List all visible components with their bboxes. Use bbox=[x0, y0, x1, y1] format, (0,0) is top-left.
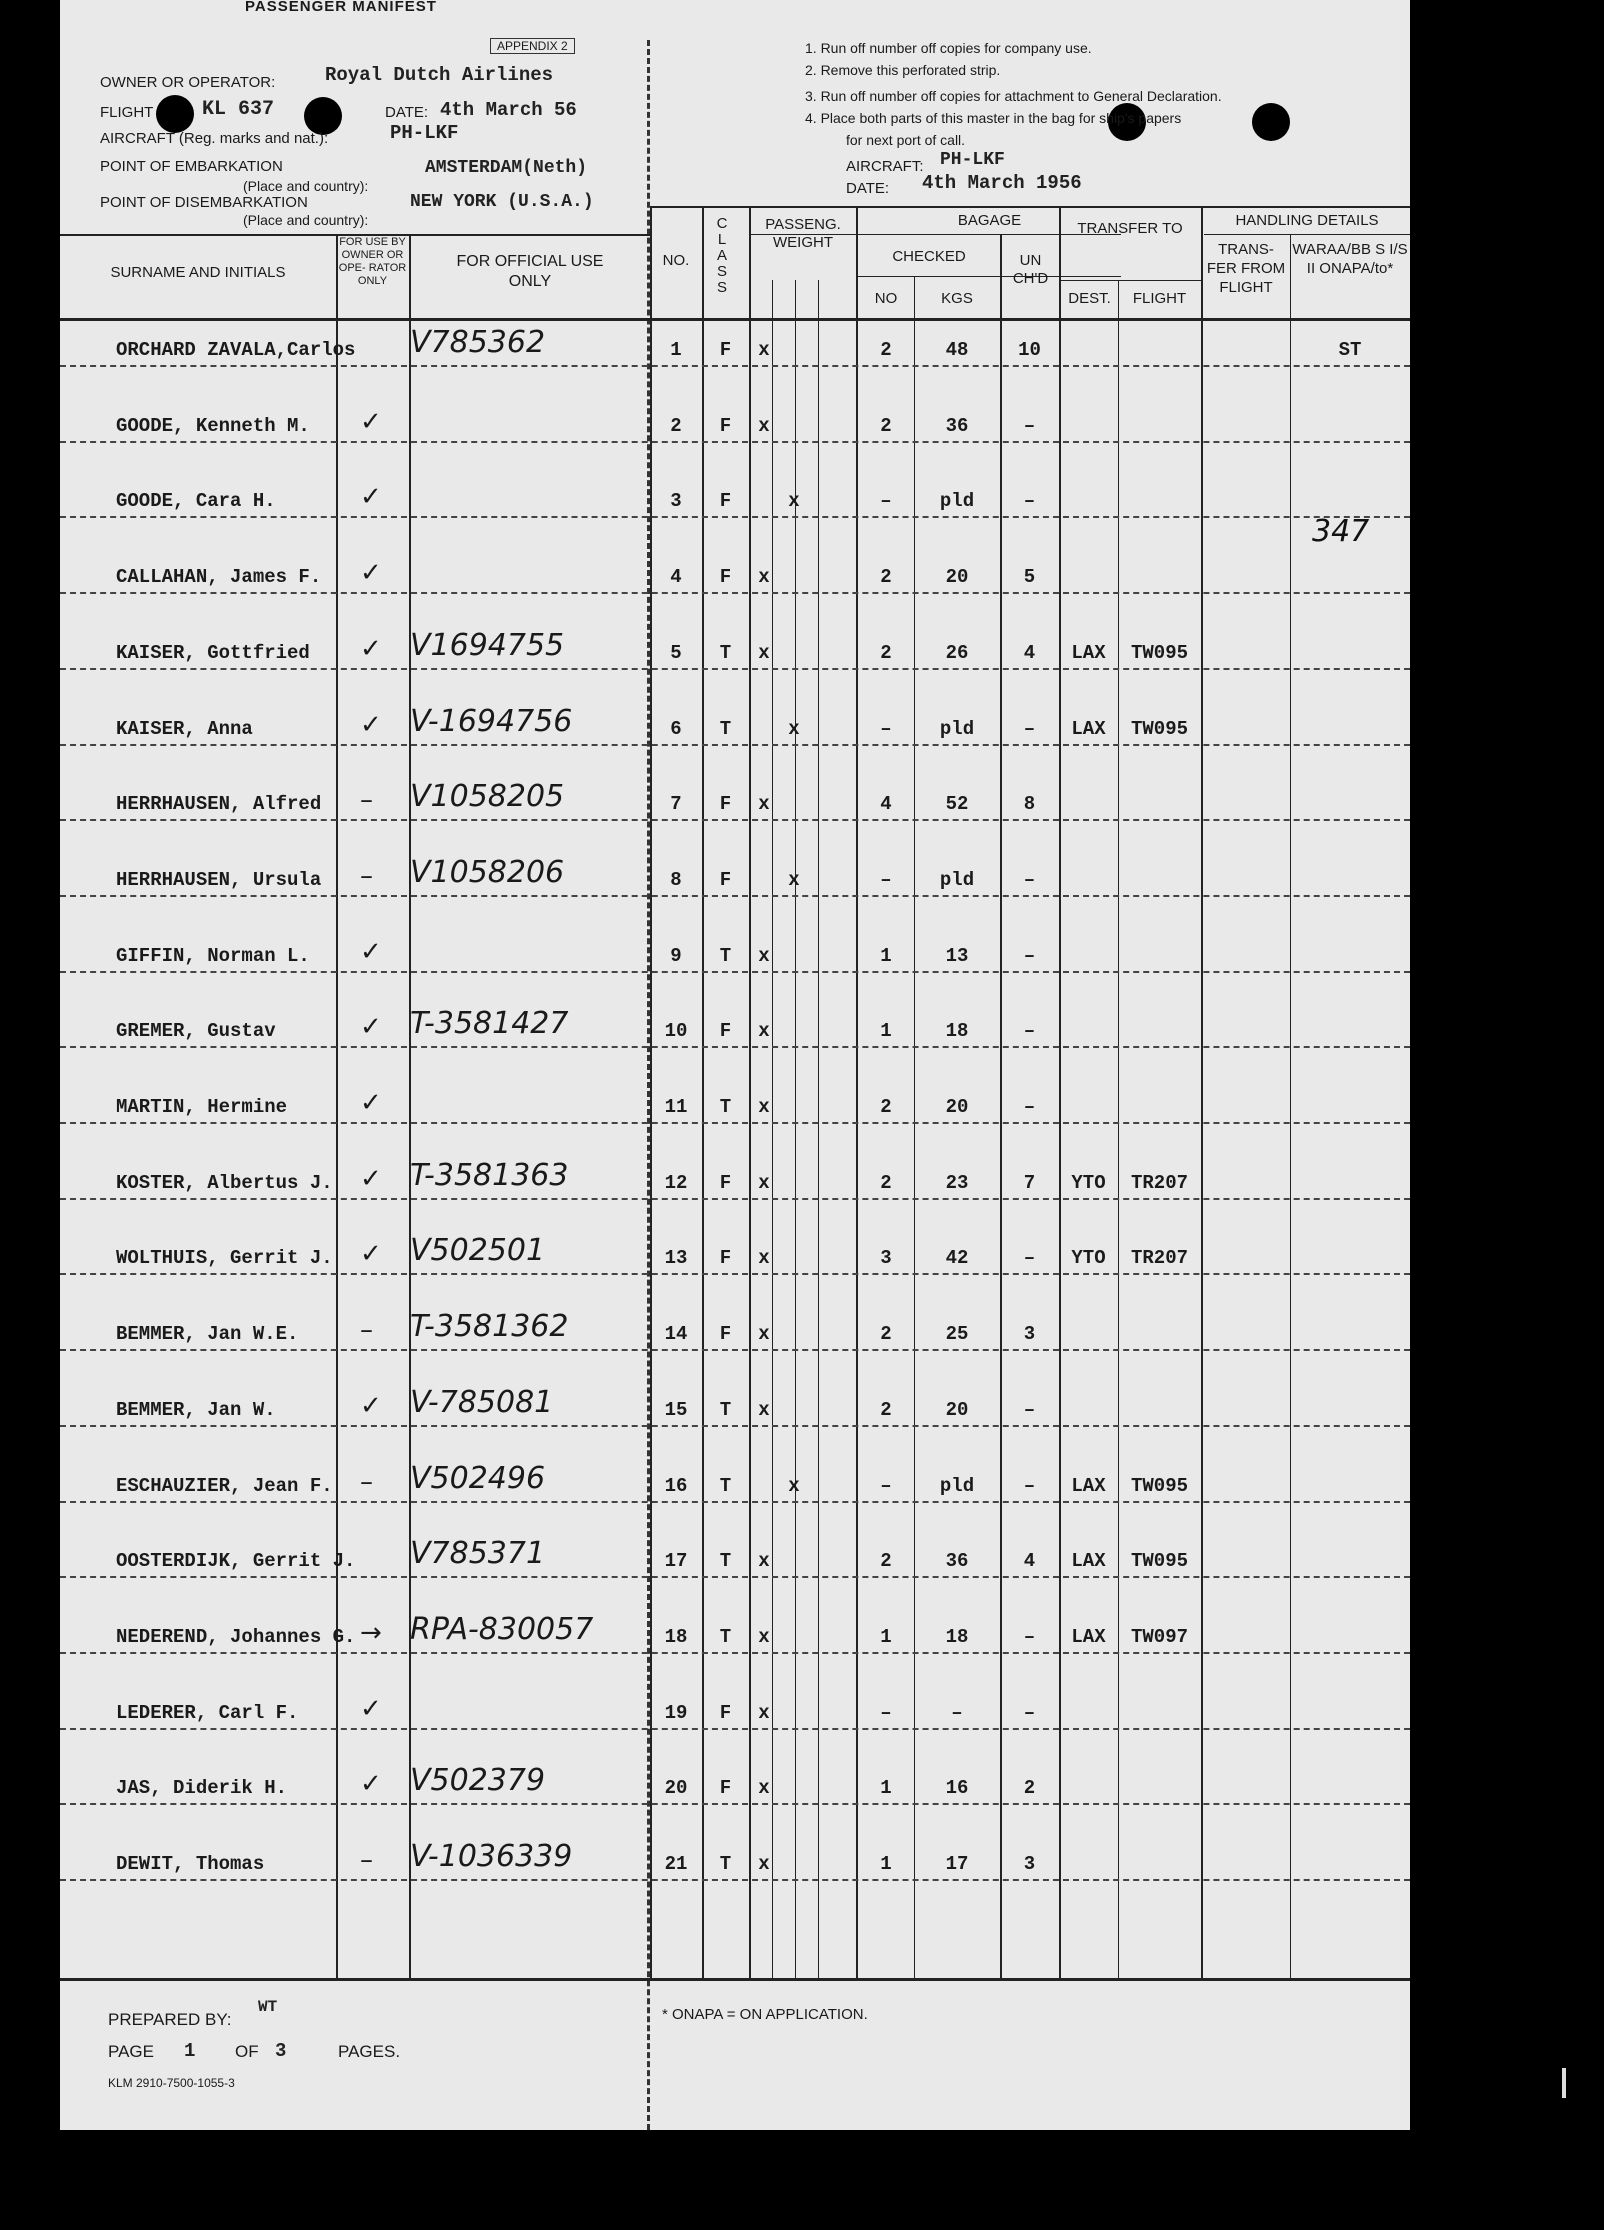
row-unchecked: – bbox=[1023, 1626, 1036, 1648]
margin-note: 347 bbox=[1312, 514, 1370, 549]
document-number: V502496 bbox=[410, 1461, 546, 1496]
row-unchecked: 4 bbox=[1023, 1550, 1036, 1572]
row-class: F bbox=[719, 1777, 732, 1799]
row-weight-mark: x bbox=[758, 1399, 770, 1421]
tick-mark: ✓ bbox=[360, 1012, 382, 1042]
embark-sub: (Place and country): bbox=[243, 178, 369, 194]
row-class: F bbox=[719, 415, 732, 437]
row-separator bbox=[60, 971, 1410, 973]
row-checked-kgs: 26 bbox=[945, 642, 969, 664]
row-class: T bbox=[719, 642, 732, 664]
row-number: 14 bbox=[664, 1323, 688, 1345]
row-class: T bbox=[719, 945, 732, 967]
row-transfer-flight: TW097 bbox=[1130, 1626, 1188, 1648]
row-checked-kgs: 20 bbox=[945, 566, 969, 588]
row-unchecked: – bbox=[1023, 1020, 1036, 1042]
tick-mark: ✓ bbox=[360, 558, 382, 588]
row-unchecked: 2 bbox=[1023, 1777, 1036, 1799]
row-unchecked: – bbox=[1023, 1475, 1036, 1497]
row-unchecked: – bbox=[1023, 869, 1036, 891]
row-weight-mark: x bbox=[758, 566, 770, 588]
tick-mark: ✓ bbox=[360, 1769, 382, 1799]
document-number: V-785081 bbox=[410, 1385, 554, 1420]
row-weight-mark: x bbox=[758, 1020, 770, 1042]
row-class: T bbox=[719, 1550, 732, 1572]
row-checked-no: 2 bbox=[880, 1096, 892, 1118]
row-weight-mark: x bbox=[758, 1096, 770, 1118]
row-checked-kgs: 23 bbox=[945, 1172, 969, 1194]
row-separator bbox=[60, 895, 1410, 897]
of-value: 3 bbox=[275, 2040, 287, 2062]
row-number: 2 bbox=[670, 415, 682, 437]
tick-mark: ✓ bbox=[360, 482, 382, 512]
row-unchecked: 10 bbox=[1018, 339, 1041, 361]
col-header-transfer: TRANSFER TO bbox=[1077, 220, 1183, 237]
row-number: 6 bbox=[670, 718, 682, 740]
pages-label: PAGES. bbox=[338, 2042, 401, 2061]
instruction-3: 3. Run off number off copies for attachment to General Declaration. bbox=[805, 88, 1222, 104]
row-number: 7 bbox=[670, 793, 682, 815]
row-weight-mark: x bbox=[788, 718, 800, 740]
row-class: F bbox=[719, 1702, 732, 1724]
row-number: 20 bbox=[664, 1777, 688, 1799]
row-unchecked: 7 bbox=[1023, 1172, 1036, 1194]
row-separator bbox=[60, 516, 1410, 518]
form-title: PASSENGER MANIFEST bbox=[245, 0, 437, 15]
row-separator bbox=[60, 1349, 1410, 1351]
row-checked-no: – bbox=[880, 718, 892, 740]
col-header-owner-use: FOR USE BY OWNER OR OPE- RATOR ONLY bbox=[338, 236, 407, 287]
row-checked-kgs: 18 bbox=[945, 1020, 969, 1042]
instruction-4-cont: for next port of call. bbox=[846, 132, 966, 148]
passenger-name: KOSTER, Albertus J. bbox=[116, 1172, 333, 1194]
prepared-label: PREPARED BY: bbox=[108, 2010, 232, 2029]
row-class: F bbox=[719, 1172, 732, 1194]
aircraft-value: PH-LKF bbox=[390, 122, 459, 144]
passenger-name: GIFFIN, Norman L. bbox=[116, 945, 310, 967]
appendix-label: APPENDIX 2 bbox=[490, 38, 575, 54]
row-dest: LAX bbox=[1071, 1626, 1106, 1648]
row-separator bbox=[60, 1501, 1410, 1503]
col-header-checked: CHECKED bbox=[892, 248, 966, 265]
row-separator bbox=[60, 1576, 1410, 1578]
row-number: 15 bbox=[664, 1399, 688, 1421]
row-separator bbox=[60, 1425, 1410, 1427]
document-number: T-3581363 bbox=[410, 1158, 569, 1193]
col-header-surname: SURNAME AND INITIALS bbox=[110, 264, 286, 281]
col-line bbox=[795, 280, 796, 1978]
owner-value: Royal Dutch Airlines bbox=[325, 64, 554, 86]
tick-mark: ✓ bbox=[360, 1239, 382, 1269]
row-class: T bbox=[719, 1399, 732, 1421]
row-unchecked: – bbox=[1023, 490, 1036, 512]
tick-mark: ✓ bbox=[360, 407, 382, 437]
punch-hole bbox=[1252, 103, 1290, 141]
col-header-dest: DEST. bbox=[1068, 290, 1111, 307]
row-weight-mark: x bbox=[758, 1853, 770, 1875]
row-separator bbox=[60, 1198, 1410, 1200]
document-number: RPA-830057 bbox=[410, 1612, 594, 1647]
onapa-note: * ONAPA = ON APPLICATION. bbox=[662, 2006, 868, 2023]
row-number: 13 bbox=[664, 1247, 688, 1269]
row-class: T bbox=[719, 1626, 732, 1648]
col-header-checked-kgs: KGS bbox=[941, 290, 973, 307]
tick-mark: ✓ bbox=[360, 1391, 382, 1421]
instr-aircraft-label: AIRCRAFT: bbox=[846, 158, 924, 175]
row-class: F bbox=[719, 1247, 732, 1269]
row-unchecked: 3 bbox=[1023, 1323, 1036, 1345]
row-weight-mark: x bbox=[788, 1475, 800, 1497]
row-number: 16 bbox=[664, 1475, 688, 1497]
row-weight-mark: x bbox=[758, 1323, 770, 1345]
row-number: 12 bbox=[664, 1172, 688, 1194]
tick-mark: ✓ bbox=[360, 937, 382, 967]
row-class: F bbox=[719, 566, 732, 588]
col-line bbox=[1059, 206, 1061, 1978]
passenger-name: GREMER, Gustav bbox=[116, 1020, 276, 1042]
row-unchecked: – bbox=[1023, 718, 1036, 740]
col-line bbox=[1290, 234, 1291, 1978]
passenger-name: JAS, Diderik H. bbox=[116, 1777, 288, 1799]
document-number: V-1036339 bbox=[410, 1839, 573, 1874]
row-class: T bbox=[719, 1096, 732, 1118]
row-checked-no: 1 bbox=[880, 1020, 892, 1042]
row-separator bbox=[60, 668, 1410, 670]
col-header-flight: FLIGHT bbox=[1132, 290, 1187, 307]
col-line bbox=[336, 234, 338, 1978]
document-number: V1058205 bbox=[410, 779, 565, 814]
passenger-name: BEMMER, Jan W. bbox=[116, 1399, 276, 1421]
col-line bbox=[1118, 280, 1119, 1978]
row-separator bbox=[60, 1122, 1410, 1124]
row-number: 1 bbox=[670, 339, 682, 361]
aircraft-label: AIRCRAFT (Reg. marks and nat.): bbox=[100, 130, 329, 147]
tick-mark: – bbox=[360, 1467, 373, 1497]
header-top-rule bbox=[650, 206, 1410, 208]
row-checked-no: 2 bbox=[880, 1323, 892, 1345]
passenger-name: ORCHARD ZAVALA,Carlos bbox=[116, 339, 356, 361]
passenger-name: NEDEREND, Johannes G. bbox=[116, 1626, 356, 1648]
page-value: 1 bbox=[184, 2040, 196, 2062]
row-weight-mark: x bbox=[758, 1172, 770, 1194]
embark-value: AMSTERDAM(Neth) bbox=[425, 158, 588, 178]
row-separator bbox=[60, 1652, 1410, 1654]
row-separator bbox=[60, 1728, 1410, 1730]
row-separator bbox=[60, 1046, 1410, 1048]
row-number: 5 bbox=[670, 642, 682, 664]
tick-mark: ✓ bbox=[360, 1164, 382, 1194]
row-separator bbox=[60, 744, 1410, 746]
punch-hole bbox=[156, 95, 194, 133]
row-checked-kgs: 20 bbox=[945, 1096, 969, 1118]
flight-value: KL 637 bbox=[202, 98, 275, 121]
row-handling: ST bbox=[1338, 339, 1362, 361]
row-class: F bbox=[719, 869, 732, 891]
row-weight-mark: x bbox=[758, 1247, 770, 1269]
row-number: 19 bbox=[664, 1702, 688, 1724]
col-line bbox=[749, 206, 751, 1978]
row-weight-mark: x bbox=[758, 415, 770, 437]
col-header-checked-no: NO bbox=[874, 290, 898, 307]
row-number: 11 bbox=[664, 1096, 688, 1118]
row-number: 3 bbox=[670, 490, 682, 512]
instruction-1: 1. Run off number off copies for company use. bbox=[805, 40, 1092, 56]
scan-edge-mark bbox=[1562, 2068, 1566, 2098]
row-separator bbox=[60, 1803, 1410, 1805]
instr-aircraft-value: PH-LKF bbox=[940, 150, 1005, 170]
tick-mark: ✓ bbox=[360, 1694, 382, 1724]
col-line bbox=[1201, 206, 1203, 1978]
tick-mark: – bbox=[360, 861, 373, 891]
row-checked-no: – bbox=[880, 1702, 892, 1724]
row-unchecked: 3 bbox=[1023, 1853, 1036, 1875]
row-checked-kgs: 36 bbox=[945, 415, 969, 437]
col-header-waraa: WARAA/BB S I/S II ONAPA/to* bbox=[1292, 241, 1408, 277]
embark-label: POINT OF EMBARKATION bbox=[100, 158, 283, 175]
date-value: 4th March 56 bbox=[440, 99, 577, 121]
row-class: F bbox=[719, 793, 732, 815]
row-dest: LAX bbox=[1071, 642, 1106, 664]
row-class: T bbox=[719, 1853, 732, 1875]
row-transfer-flight: TW095 bbox=[1130, 1550, 1188, 1572]
row-transfer-flight: TW095 bbox=[1130, 718, 1188, 740]
row-checked-kgs: 48 bbox=[945, 339, 969, 361]
row-number: 9 bbox=[670, 945, 682, 967]
subheader-rule bbox=[1061, 280, 1201, 281]
row-class: F bbox=[719, 339, 732, 361]
row-dest: LAX bbox=[1071, 718, 1106, 740]
row-checked-no: 3 bbox=[880, 1247, 892, 1269]
header-bottom-rule bbox=[60, 318, 1410, 321]
passenger-name: ESCHAUZIER, Jean F. bbox=[116, 1475, 333, 1497]
document-number: V1058206 bbox=[410, 855, 565, 890]
document-number: V1694755 bbox=[410, 628, 565, 663]
row-checked-no: 2 bbox=[880, 1550, 892, 1572]
passenger-name: HERRHAUSEN, Alfred bbox=[116, 793, 322, 815]
col-header-handling: HANDLING DETAILS bbox=[1235, 212, 1379, 229]
row-transfer-flight: TW095 bbox=[1130, 1475, 1188, 1497]
row-checked-kgs: pld bbox=[939, 869, 975, 891]
page-label: PAGE bbox=[108, 2042, 154, 2061]
row-checked-no: 1 bbox=[880, 945, 892, 967]
row-checked-no: 2 bbox=[880, 339, 892, 361]
tick-mark: ✓ bbox=[360, 1088, 382, 1118]
row-checked-no: 4 bbox=[880, 793, 892, 815]
passenger-name: CALLAHAN, James F. bbox=[116, 566, 322, 588]
passenger-name: KAISER, Anna bbox=[116, 718, 253, 740]
passenger-name: OOSTERDIJK, Gerrit J. bbox=[116, 1550, 356, 1572]
row-separator bbox=[60, 365, 1410, 367]
row-number: 18 bbox=[664, 1626, 688, 1648]
row-class: T bbox=[719, 718, 732, 740]
row-unchecked: 8 bbox=[1023, 793, 1036, 815]
row-separator bbox=[60, 1879, 1410, 1881]
col-header-weight: PASSENG. WEIGHT bbox=[765, 216, 841, 251]
row-checked-kgs: 20 bbox=[945, 1399, 969, 1421]
row-class: F bbox=[719, 490, 732, 512]
document-number: V-1694756 bbox=[410, 704, 573, 739]
row-unchecked: – bbox=[1023, 415, 1036, 437]
row-dest: LAX bbox=[1071, 1475, 1106, 1497]
passenger-name: KAISER, Gottfried bbox=[116, 642, 310, 664]
passenger-name: DEWIT, Thomas bbox=[116, 1853, 265, 1875]
row-weight-mark: x bbox=[788, 490, 800, 512]
row-separator bbox=[60, 592, 1410, 594]
row-checked-kgs: 16 bbox=[945, 1777, 969, 1799]
row-checked-kgs: – bbox=[951, 1702, 963, 1724]
row-checked-kgs: pld bbox=[939, 1475, 975, 1497]
row-separator bbox=[60, 819, 1410, 821]
row-number: 10 bbox=[664, 1020, 688, 1042]
tick-mark: – bbox=[360, 785, 373, 815]
subheader-rule bbox=[1204, 234, 1410, 235]
passenger-name: LEDERER, Carl F. bbox=[116, 1702, 299, 1724]
row-dest: LAX bbox=[1071, 1550, 1106, 1572]
passenger-name: GOODE, Cara H. bbox=[116, 490, 276, 512]
col-line bbox=[409, 234, 411, 1978]
passenger-name: WOLTHUIS, Gerrit J. bbox=[116, 1247, 333, 1269]
row-checked-no: 2 bbox=[880, 1172, 892, 1194]
document-number: V785371 bbox=[410, 1536, 546, 1571]
row-class: F bbox=[719, 1323, 732, 1345]
passenger-name: HERRHAUSEN, Ursula bbox=[116, 869, 322, 891]
tick-mark: – bbox=[360, 1315, 373, 1345]
row-checked-no: 2 bbox=[880, 1399, 892, 1421]
row-unchecked: – bbox=[1023, 945, 1036, 967]
tick-mark: ✓ bbox=[360, 634, 382, 664]
row-weight-mark: x bbox=[788, 869, 800, 891]
tick-mark: – bbox=[360, 1845, 373, 1875]
instruction-4: 4. Place both parts of this master in the bag for ship's papers bbox=[805, 110, 1182, 126]
row-checked-kgs: 25 bbox=[945, 1323, 969, 1345]
col-header-class: CLASS bbox=[716, 215, 728, 296]
document-number: V785362 bbox=[410, 325, 546, 360]
row-checked-kgs: pld bbox=[939, 490, 975, 512]
row-checked-no: 2 bbox=[880, 642, 892, 664]
manifest-sheet bbox=[60, 0, 1410, 2130]
row-weight-mark: x bbox=[758, 1777, 770, 1799]
row-checked-kgs: 36 bbox=[945, 1550, 969, 1572]
col-header-bagage: BAGAGE bbox=[957, 212, 1022, 229]
col-header-transfer-from: TRANS- FER FROM FLIGHT bbox=[1206, 241, 1286, 296]
row-checked-no: 1 bbox=[880, 1777, 892, 1799]
row-unchecked: 4 bbox=[1023, 642, 1036, 664]
row-checked-no: 1 bbox=[880, 1853, 892, 1875]
row-unchecked: – bbox=[1023, 1399, 1036, 1421]
row-weight-mark: x bbox=[758, 1550, 770, 1572]
subheader-rule bbox=[858, 276, 1121, 277]
instruction-2: 2. Remove this perforated strip. bbox=[805, 62, 1001, 78]
row-checked-kgs: 17 bbox=[945, 1853, 969, 1875]
form-number: KLM 2910-7500-1055-3 bbox=[108, 2076, 235, 2090]
of-label: OF bbox=[235, 2042, 259, 2061]
tick-mark: ✓ bbox=[360, 710, 382, 740]
row-weight-mark: x bbox=[758, 793, 770, 815]
col-header-unchd: UN CH'D bbox=[1012, 252, 1049, 287]
row-number: 21 bbox=[664, 1853, 688, 1875]
row-checked-kgs: pld bbox=[939, 718, 975, 740]
row-checked-kgs: 52 bbox=[945, 793, 969, 815]
owner-label: OWNER OR OPERATOR: bbox=[100, 74, 276, 91]
date-label: DATE: bbox=[385, 104, 429, 121]
row-weight-mark: x bbox=[758, 1626, 770, 1648]
row-checked-kgs: 42 bbox=[945, 1247, 969, 1269]
row-checked-no: 2 bbox=[880, 415, 892, 437]
row-number: 8 bbox=[670, 869, 682, 891]
row-transfer-flight: TW095 bbox=[1130, 642, 1188, 664]
passenger-name: MARTIN, Hermine bbox=[116, 1096, 288, 1118]
row-checked-kgs: 13 bbox=[945, 945, 969, 967]
row-unchecked: – bbox=[1023, 1702, 1036, 1724]
flight-label: FLIGHT bbox=[100, 104, 154, 121]
row-dest: YTO bbox=[1071, 1247, 1106, 1269]
row-weight-mark: x bbox=[758, 339, 770, 361]
row-checked-no: 1 bbox=[880, 1626, 892, 1648]
col-header-no: NO. bbox=[662, 252, 690, 269]
row-number: 4 bbox=[670, 566, 682, 588]
disembark-value: NEW YORK (U.S.A.) bbox=[410, 192, 594, 212]
row-class: T bbox=[719, 1475, 732, 1497]
row-transfer-flight: TR207 bbox=[1130, 1247, 1188, 1269]
row-separator bbox=[60, 1273, 1410, 1275]
row-unchecked: – bbox=[1023, 1247, 1036, 1269]
row-number: 17 bbox=[664, 1550, 688, 1572]
document-number: T-3581427 bbox=[410, 1006, 569, 1041]
row-checked-no: – bbox=[880, 490, 892, 512]
row-unchecked: – bbox=[1023, 1096, 1036, 1118]
row-checked-no: 2 bbox=[880, 566, 892, 588]
row-checked-kgs: 18 bbox=[945, 1626, 969, 1648]
table-bottom-rule bbox=[60, 1978, 1410, 1981]
row-separator bbox=[60, 441, 1410, 443]
row-weight-mark: x bbox=[758, 642, 770, 664]
instr-date-value: 4th March 1956 bbox=[922, 172, 1082, 194]
prepared-value: WT bbox=[258, 1998, 278, 2016]
row-weight-mark: x bbox=[758, 945, 770, 967]
passenger-name: BEMMER, Jan W.E. bbox=[116, 1323, 299, 1345]
document-number: V502501 bbox=[410, 1233, 546, 1268]
instr-date-label: DATE: bbox=[846, 180, 890, 197]
row-checked-no: – bbox=[880, 869, 892, 891]
row-checked-no: – bbox=[880, 1475, 892, 1497]
tick-mark: → bbox=[360, 1618, 382, 1648]
disembark-label: POINT OF DISEMBARKATION bbox=[100, 194, 308, 211]
disembark-sub: (Place and country): bbox=[243, 212, 369, 228]
row-transfer-flight: TR207 bbox=[1130, 1172, 1188, 1194]
row-class: F bbox=[719, 1020, 732, 1042]
row-unchecked: 5 bbox=[1023, 566, 1036, 588]
passenger-name: GOODE, Kenneth M. bbox=[116, 415, 310, 437]
row-weight-mark: x bbox=[758, 1702, 770, 1724]
document-number: V502379 bbox=[410, 1763, 546, 1798]
row-dest: YTO bbox=[1071, 1172, 1106, 1194]
col-header-official: FOR OFFICIAL USE ONLY bbox=[456, 253, 604, 290]
document-number: T-3581362 bbox=[410, 1309, 569, 1344]
col-line bbox=[818, 280, 819, 1978]
